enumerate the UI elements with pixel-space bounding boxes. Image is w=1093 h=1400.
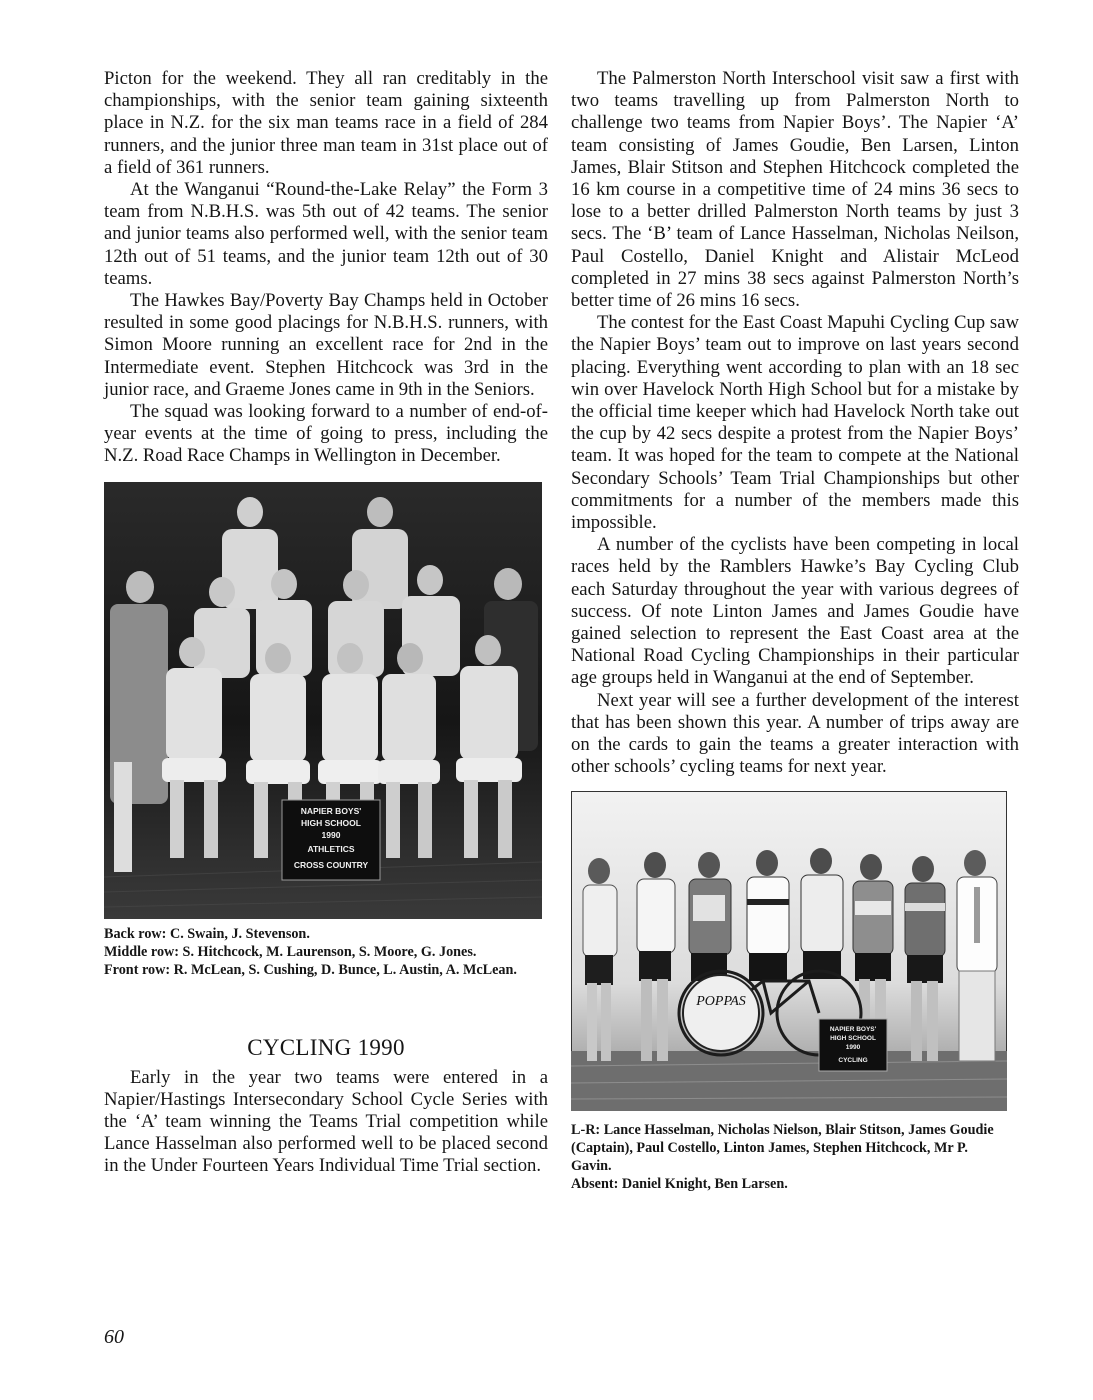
caption-back-row: Back row: C. Swain, J. Stevenson. — [104, 925, 310, 942]
right-paragraph-1: The Palmerston North Interschool visit saw a first with two teams travelling up from Palmerston North to challenge two teams from Napier Boys’. The Napier ‘A’ team consisting of James Goudie, Ben Larsen, Linton James, Blair Stitson and Stephen Hitchcock completed the 16 km course in a competitive time of 24 mins 36 secs to lose to a better drilled Palmerston North teams by just 3 secs. The ‘B’ team of Lance Hasselman, Nicholas Neilson, Paul Costello, Daniel Knight and Alistair McLeod completed in 27 mins 38 secs against Palmerston North’s better time of 26 mins 16 secs. — [571, 68, 1019, 312]
cycling-photo-caption — [571, 1121, 1007, 1193]
athletics-photo-caption — [104, 925, 542, 979]
disc-wheel — [683, 975, 759, 1051]
cycling-paragraph: Early in the year two teams were entered in a Napier/Hastings Intersecondary School Cycle Series with the ‘A’ team winning the Teams Trial competition while Lance Hasselman also performed well to be placed second in the Under Fourteen Years Individual Time Trial section. — [104, 1066, 548, 1177]
athletics-sign-line: ATHLETICS — [307, 843, 355, 854]
caption-cycling-names: L-R: Lance Hasselman, Nicholas Nielson, Blair Stitson, James Goudie (Captain), Paul Costello, Linton James, Stephen Hitchcock, Mr P. Gavin. — [571, 1121, 994, 1174]
athletics-sign-line: NAPIER BOYS' — [300, 805, 362, 816]
left-paragraph-4: The squad was looking forward to a number of end-of-year events at the time of going to press, including the N.Z. Road Race Champs in Wellington in December. — [104, 401, 548, 467]
cycling-sign-line: HIGH SCHOOL — [830, 1034, 876, 1042]
athletics-sign-line: 1990 — [321, 829, 341, 840]
athletics-sign-line: CROSS COUNTRY — [293, 859, 369, 870]
section-title: CYCLING 1990 — [247, 1034, 405, 1060]
cycling-team-photo — [571, 791, 1007, 1111]
athletics-sign-line: HIGH SCHOOL — [301, 817, 361, 828]
right-column — [571, 68, 1019, 1193]
left-paragraph-3: The Hawkes Bay/Poverty Bay Champs held in October resulted in some good placings for N.B.H.S. runners, with Simon Moore running an excellent race for 2nd in the Intermediate event. Stephen Hitchcock was 3rd in the junior race, and Graeme Jones came in 9th in the Seniors. — [104, 290, 548, 400]
cycling-section — [104, 1035, 548, 1178]
cycling-sign-line: CYCLING — [838, 1056, 868, 1064]
caption-front-row: Front row: R. McLean, S. Cushing, D. Bunce, L. Austin, A. McLean. — [104, 961, 517, 978]
left-paragraph-2: At the Wanganui “Round-the-Lake Relay” the Form 3 team from N.B.H.S. was 5th out of 42 teams. The senior and junior teams also performed well, with the senior team 12th out of 51 teams, and the junior team 12th out of 30 teams. — [104, 179, 548, 289]
caption-middle-row: Middle row: S. Hitchcock, M. Laurenson, S. Moore, G. Jones. — [104, 943, 477, 960]
cycling-photo-illustration — [571, 791, 1007, 1111]
athletics-team-photo — [104, 482, 542, 919]
cycling-sign-line: NAPIER BOYS' — [829, 1025, 877, 1033]
right-paragraph-2: The contest for the East Coast Mapuhi Cycling Cup saw the Napier Boys’ team out to improve on last years second placing. Everything went according to plan with an 18 sec win over Havelock North High School but for a mistake by the official time keeper which had Havelock North take out the cup by 42 secs despite a protest from the Napier Boys’ team. It was hoped for the team to compete at the National Secondary Schools’ Team Trial Championships but other commitments for a number of the members made this impossible. — [571, 312, 1019, 534]
cycling-sign-line: 1990 — [845, 1043, 861, 1051]
page-number: 60 — [104, 1326, 124, 1348]
caption-cycling-absent: Absent: Daniel Knight, Ben Larsen. — [571, 1175, 788, 1192]
left-column — [104, 68, 548, 1178]
right-paragraph-4: Next year will see a further development of the interest that has been shown this year. A number of trips away are on the cards to gain the teams a greater interaction with other schools’ cycling teams for next year. — [571, 689, 1019, 778]
wheel-logo-text: POPPAS — [696, 993, 746, 1009]
left-paragraph-1: Picton for the weekend. They all ran creditably in the championships, with the senior team gaining sixteenth place in N.Z. for the six man teams race in a field of 284 runners, and the junior three man team in 31st place out of a field of 361 runners. — [104, 68, 548, 178]
athletics-photo-illustration — [104, 482, 542, 919]
right-paragraph-3: A number of the cyclists have been competing in local races held by the Ramblers Hawke’s Bay Cycling Club each Saturday throughout the year with various degrees of success. Of note Linton James and James Goudie have gained selection to represent the East Coast area at the National Road Cycling Championships in their particular age groups held in Wanganui at the end of September. — [571, 534, 1019, 689]
